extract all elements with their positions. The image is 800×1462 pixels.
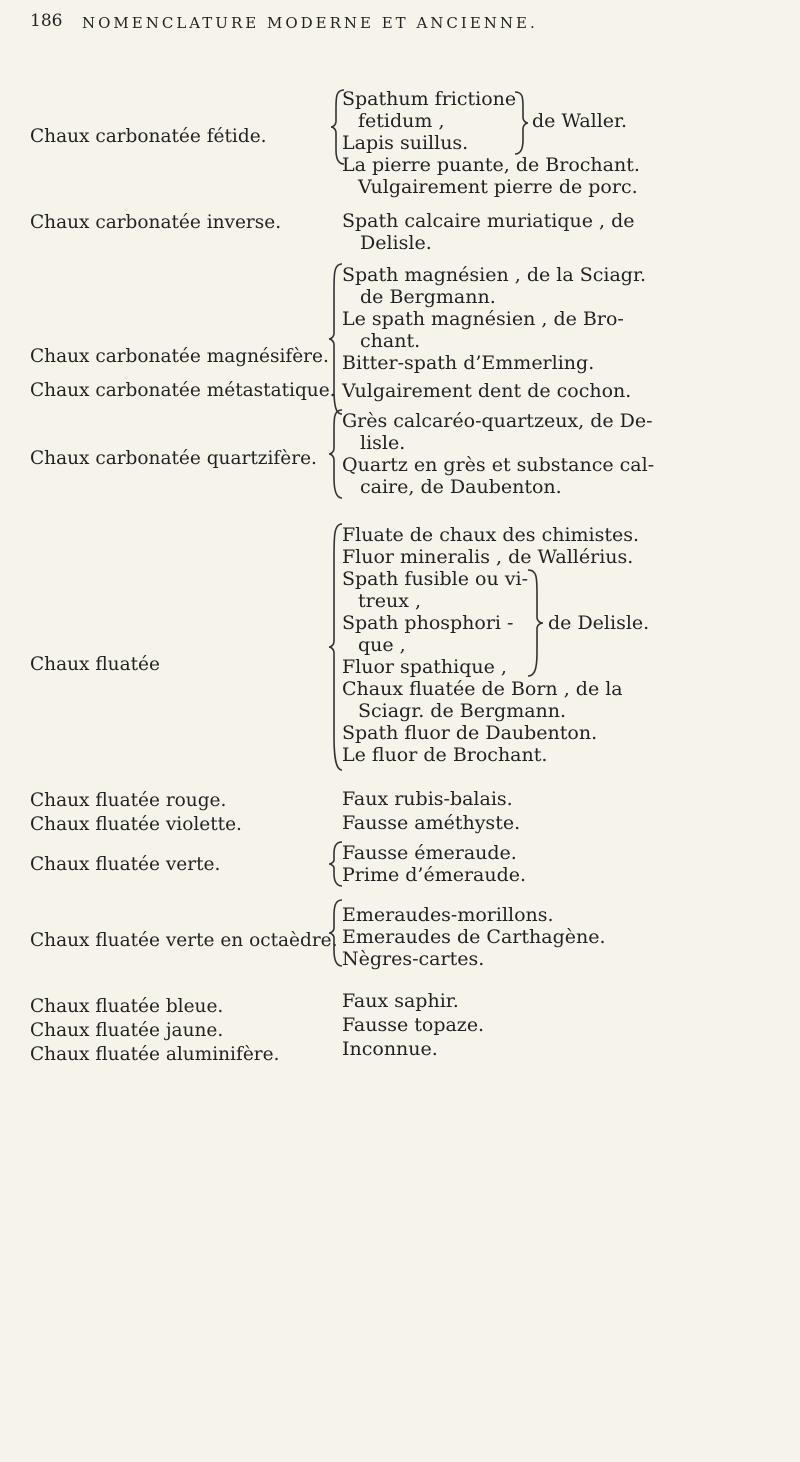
synonym-line: Inconnue. xyxy=(342,1038,438,1060)
synonym-line: lisle. xyxy=(360,432,406,454)
synonym-line: Faux saphir. xyxy=(342,990,459,1012)
synonym-line: Prime d’émeraude. xyxy=(342,864,527,886)
entry-name: Chaux fluatée bleue. xyxy=(30,996,224,1017)
synonym-line: Fluate de chaux des chimistes. xyxy=(342,524,640,546)
entry-name: Chaux carbonatée quartzifère. xyxy=(30,448,317,469)
synonym-line: Fausse émeraude. xyxy=(342,842,517,864)
synonym-line: Bitter-spath d’Emmerling. xyxy=(342,352,595,374)
synonym-line: Fausse améthyste. xyxy=(342,812,521,834)
synonym-line: Spath magnésien , de la Sciagr. xyxy=(342,264,646,286)
entry-name: Chaux fluatée verte. xyxy=(30,854,221,875)
synonym-line: Le fluor de Brochant. xyxy=(342,744,548,766)
synonym-line: caire, de Daubenton. xyxy=(360,476,562,498)
attribution: de Delisle. xyxy=(548,612,650,634)
entry-name: Chaux carbonatée fétide. xyxy=(30,126,267,147)
synonym-line: Spathum frictione xyxy=(342,88,517,110)
entry-name: Chaux carbonatée inverse. xyxy=(30,212,282,233)
entry-name: Chaux fluatée violette. xyxy=(30,814,242,835)
brace-right xyxy=(526,568,544,678)
synonym-line: Chaux fluatée de Born , de la xyxy=(342,678,623,700)
brace-right xyxy=(513,90,529,156)
entry-name: Chaux fluatée jaune. xyxy=(30,1020,224,1041)
entry-name: Chaux fluatée verte en octaèdre. xyxy=(30,930,338,951)
running-title: NOMENCLATURE MODERNE ET ANCIENNE. xyxy=(82,14,538,32)
synonym-line: Vulgairement dent de cochon. xyxy=(342,380,632,402)
entry-name: Chaux fluatée xyxy=(30,654,160,675)
synonym-line: Sciagr. de Bergmann. xyxy=(358,700,567,722)
synonym-line: Le spath magnésien , de Bro- xyxy=(342,308,624,330)
entry-name: Chaux carbonatée magnésifère. xyxy=(30,346,329,367)
synonym-line: de Bergmann. xyxy=(360,286,496,308)
page-number: 186 xyxy=(30,11,63,31)
synonym-line: Spath fusible ou vi- xyxy=(342,568,528,590)
synonym-line: Grès calcaréo-quartzeux, de De- xyxy=(342,410,653,432)
synonym-line: Spath calcaire muriatique , de xyxy=(342,210,635,232)
synonym-line: chant. xyxy=(360,330,421,352)
entry-name: Chaux fluatée aluminifère. xyxy=(30,1044,280,1065)
synonym-line: Emeraudes de Carthagène. xyxy=(342,926,606,948)
synonym-line: Vulgairement pierre de porc. xyxy=(358,176,638,198)
synonym-line: Emeraudes-morillons. xyxy=(342,904,554,926)
synonym-line: La pierre puante, de Brochant. xyxy=(342,154,640,176)
synonym-line: Nègres-cartes. xyxy=(342,948,485,970)
synonym-line: Fausse topaze. xyxy=(342,1014,485,1036)
synonym-line: Fluor spathique , xyxy=(342,656,507,678)
synonym-line: Lapis suillus. xyxy=(342,132,469,154)
synonym-line: que , xyxy=(358,634,406,656)
synonym-line: Delisle. xyxy=(360,232,432,254)
synonym-line: Faux rubis-balais. xyxy=(342,788,513,810)
synonym-line: Quartz en grès et substance cal- xyxy=(342,454,655,476)
entry-name: Chaux carbonatée métastatique. xyxy=(30,380,336,401)
attribution: de Waller. xyxy=(532,110,628,132)
synonym-line: treux , xyxy=(358,590,421,612)
synonym-line: Spath fluor de Daubenton. xyxy=(342,722,598,744)
synonym-line: Fluor mineralis , de Wallérius. xyxy=(342,546,634,568)
synonym-line: fetidum , xyxy=(358,110,445,132)
synonym-line: Spath phosphori - xyxy=(342,612,514,634)
entry-name: Chaux fluatée rouge. xyxy=(30,790,227,811)
